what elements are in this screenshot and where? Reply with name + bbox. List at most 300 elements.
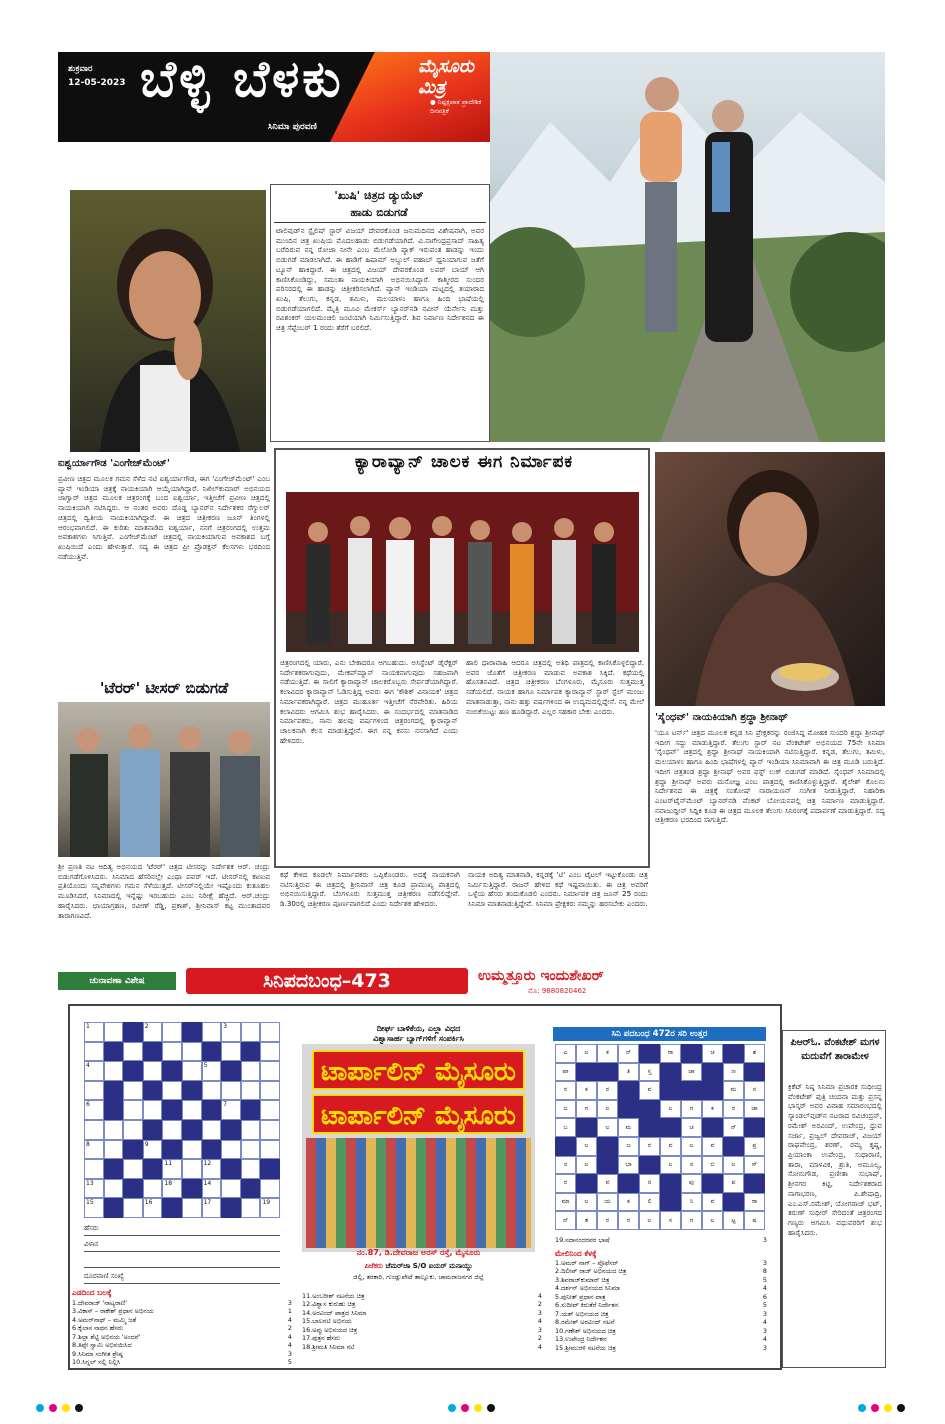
crossword-cell <box>202 1042 222 1062</box>
clue-text: 10.ಸಿಗ್ನಲ್ ನಲ್ಲಿ ನಿಲ್ಲಿಸಿ <box>72 1358 121 1367</box>
answer-cell <box>744 1063 765 1082</box>
crossword-cell[interactable] <box>123 1081 143 1101</box>
crossword-cell[interactable] <box>123 1120 143 1140</box>
crossword-cell <box>123 1179 143 1199</box>
crossword-cell <box>104 1100 124 1120</box>
answer-cell <box>618 1081 639 1100</box>
crossword-cell[interactable] <box>84 1081 104 1101</box>
print-registration-dots-right <box>858 1404 905 1412</box>
clue-length: 3 <box>287 1299 292 1307</box>
crossword-cell[interactable] <box>104 1120 124 1140</box>
crossword-cell[interactable] <box>84 1042 104 1062</box>
khushi-headline-line1: 'ಖುಷಿ' ಚಿತ್ರದ ಡ್ಯುಯೆಟ್ <box>334 189 424 202</box>
crossword-cell[interactable] <box>84 1022 104 1042</box>
answer-cell <box>597 1156 618 1175</box>
clue-length: 5 <box>762 1301 767 1310</box>
clue-row <box>72 1341 292 1349</box>
answer-cell: ಷ <box>744 1211 765 1230</box>
answer-cell: ಲ <box>597 1100 618 1119</box>
answer-cell: ಬಿ <box>702 1156 723 1175</box>
crossword-cell[interactable] <box>84 1140 104 1160</box>
answer-cell: ವ <box>597 1174 618 1193</box>
masthead <box>58 52 490 142</box>
answer-cell: ಜಾ <box>744 1100 765 1119</box>
crossword-cell[interactable] <box>260 1022 280 1042</box>
answer-cell: ಲ <box>660 1100 681 1119</box>
answer-cell: ಕ <box>618 1193 639 1212</box>
answers-title: ಸಿನಿ ಪದಬಂಧ 472ರ ಸರಿ ಉತ್ತರ <box>553 1027 766 1041</box>
answer-cell: ವ <box>702 1193 723 1212</box>
tarpaulin-ad-heading <box>302 1024 535 1044</box>
across-clues-continued <box>302 1292 542 1351</box>
clue-length: 1 <box>287 1307 292 1316</box>
crossword-cell[interactable] <box>241 1140 261 1160</box>
crossword-cell[interactable] <box>84 1100 104 1120</box>
answer-cell: ವ <box>660 1137 681 1156</box>
caravan-body-col1: ಚಿತ್ರರಂಗದಲ್ಲಿ ಯಾರು, ಎನು ಬೇಕಾದರೂ ಆಗಬಹುದು. ಅಸಿಸ್ಟೆಂಟ್ ಡೈರೆಕ್ಟರ್ ನಿರ್ದೇಶಕರಾಗುವುದು, ಮೇಕಪ್‌ಮ್ಯಾನ್ ನಾಯಕನಾಗುವುದು ಸಹಜವಾಗಿ ನಡೆಯುತ್ತಿದೆ. ಈ ಸಾಲಿಗೆ ಕ್ಯಾರಾವ್ಯಾನ್ ಚಾಲಕರೊಬ್ಬರು ಸೇರ್ಪಡೆಯಾಗಿದ್ದಾರೆ. ಕಲಾವಿದರ ಕ್ಯಾರಾವ್ಯಾನ್ ಓಡಿಸುತ್ತಿದ್ದ ಅವರು ಈಗ 'ಕೌಶಿಕ್ ವಿನಾಯಕ' ಚಿತ್ರದ ನಿರ್ಮಾಪಕರಾಗಿದ್ದಾರೆ. ಚಿತ್ರದ ಮುಹೂರ್ತ ಇತ್ತೀಚೆಗೆ ನೆರವೇರಿತು. ಹಿರಿಯ ಕಲಾವಿದರು ಆಗಮಿಸಿ ಶುಭ ಹಾರೈಸಿದರು. ಈ ಸಂದರ್ಭದಲ್ಲಿ ಮಾತನಾಡಿದ ನಿರ್ಮಾಪಕರು, ನಾನು ಹಲವು ವರ್ಷಗಳಿಂದ ಚಿತ್ರರಂಗದಲ್ಲಿ ಕ್ಯಾರಾವ್ಯಾನ್ ಚಾಲಕನಾಗಿ ಕೆಲಸ ಮಾಡುತ್ತಿದ್ದೇನೆ. ಈಗ ನನ್ನ ಕನಸು ನನಸಾಗಿದೆ ಎಂದು ಹೇಳಿದರು. <box>280 658 458 745</box>
answer-cell: ಮ <box>723 1081 744 1100</box>
cell-number: 1 <box>86 1023 90 1030</box>
clue-text: 3.ವಿಕಾಸ್ – ರಾಕೇಶ್ ಪ್ರಧಾನ ಅಭಿನಯ <box>72 1307 154 1316</box>
brand-name: ಮೈಸೂರು ಮಿತ್ರ <box>418 56 474 98</box>
crossword-cell <box>143 1159 163 1179</box>
crossword-cell <box>202 1100 222 1120</box>
crossword-cell <box>241 1042 261 1062</box>
clue-row <box>72 1299 292 1307</box>
answer-cell: ಯ <box>597 1193 618 1212</box>
terror-body: ಶ್ರೀ ಪ್ರಣತಿ ನಟ ಆದಿತ್ಯ ಅಭಿನಯದ 'ಟೆರರ್' ಚಿತ್ರದ ಟೀಸರನ್ನು ನಿರ್ದೇಶಕ ಆರ್. ಚಂದ್ರು ಬಿಡುಗಡೆಗೊಳಿಸಿದರು. ಸಿನಿಮಾದ ಹೆಸರಿನಲ್ಲೇ ಎಂಥಾ ಪವರ್ ಇದೆ. ಟೀಸರ್‌ನಲ್ಲಿ ಕಾಣುವ ಪ್ರತಿಯೊಂದು ಸನ್ನಿವೇಶಗಳು ಗಮನ ಸೆಳೆಯುತ್ತದೆ. ಟೀಸರ್‌ನಲ್ಲಿಯೇ ಇಷ್ಟೊಂದು ಕುತೂಹಲ ಮೂಡಿಸಿದರೆ, ಸಿನಿಮಾದಲ್ಲಿ ಇನ್ನೆಷ್ಟು ಇರಬಹುದು ಎಂಬ ನಿರೀಕ್ಷೆ ಹೆಚ್ಚಿದೆ. ಆರ್.ಚಂದ್ರು ಹಾರೈಸಿದರು. ಛಾಯಾಗ್ರಹಣ, ರವೀಣ್ ರೆಡ್ಡಿ, ಪ್ರಕಾಶ್, ಶ್ರೀನಿವಾಸ್ ಕಟ್ಟ ಮುಂತಾದವರ ತಾರಾಗಣವಿದೆ. <box>58 862 270 920</box>
crossword-cell[interactable] <box>221 1022 241 1042</box>
marriage-headline: ಪಿಆರ್‌ಓ. ವೆಂಕಟೇಶ್ ಮಗಳ ಮದುವೆಗೆ ತಾರಾಮೇಳ <box>790 1037 880 1063</box>
crossword-cell[interactable] <box>182 1061 202 1081</box>
aishwarya-headline: ಐಶ್ವರ್ಯಾಗೌಡ 'ಎಂಗೇಜ್‌ಮೆಂಟ್' <box>58 458 170 469</box>
group-photo-image <box>58 702 270 857</box>
answer-cell <box>639 1044 660 1063</box>
crossword-cell <box>143 1042 163 1062</box>
answer-cell: ಲ <box>660 1156 681 1175</box>
crossword-cell <box>162 1061 182 1081</box>
crossword-cell[interactable] <box>104 1061 124 1081</box>
crossword-cell <box>143 1081 163 1101</box>
answer-cell: ಗ <box>681 1100 702 1119</box>
answer-cell: ಜಾ <box>681 1063 702 1082</box>
cell-number: 15 <box>86 1199 94 1207</box>
tarpaulin-ad-line2: ವಿಶ್ವಾಸಾರ್ಹ ಬ್ಯಾಗ್‌ಗಳಿಗೆ ಸಂಪರ್ಕಿಸಿ <box>373 1034 464 1043</box>
answer-cell: ರಾ <box>660 1044 681 1063</box>
answer-cell: ತಿ <box>618 1063 639 1082</box>
answer-cell: ಲ <box>723 1156 744 1175</box>
clue-length: 2 <box>537 1300 542 1309</box>
answer-cell <box>660 1174 681 1193</box>
crossword-cell[interactable] <box>241 1120 261 1140</box>
address-label: ವಿಳಾಸ <box>84 1240 99 1248</box>
crossword-cell[interactable] <box>182 1140 202 1160</box>
clue-text: 6.ಸುದೀಪ್ ಕಿರುತೆರೆ ನಿರ್ದೇಶನ <box>555 1301 619 1310</box>
answer-cell: ಪಾ <box>555 1063 576 1082</box>
khushi-headline <box>270 188 488 221</box>
name-label: ಹೆಸರು <box>84 1224 99 1232</box>
answer-cell <box>660 1081 681 1100</box>
answer-cell: ನ್ <box>555 1211 576 1230</box>
clue-length: 3 <box>762 1326 767 1335</box>
crossword-cell[interactable] <box>123 1042 143 1062</box>
crossword-cell[interactable] <box>104 1140 124 1160</box>
clue-length: 3 <box>537 1308 542 1317</box>
crossword-cell[interactable] <box>182 1100 202 1120</box>
answer-cell: ಸ್ತ <box>639 1063 660 1082</box>
actress-portrait-image <box>70 190 266 452</box>
answer-cell: ನ <box>681 1156 702 1175</box>
clue-row <box>302 1300 542 1308</box>
khushi-couple-photo <box>490 52 885 442</box>
answer-cell: ತ <box>576 1211 597 1230</box>
terror-teaser-photo <box>58 702 270 857</box>
crossword-cell[interactable] <box>84 1159 104 1179</box>
crossword-cell[interactable] <box>182 1159 202 1179</box>
actress-still-image <box>655 452 885 706</box>
clue-text: 11.ಅಂಬರೀಶ್ ನಟನೆಯ ಚಿತ್ರ <box>302 1292 365 1300</box>
tarpaulin-sign-lower: ಟಾರ್ಪಾಲಿನ್ ಮೈಸೂರು <box>312 1094 525 1134</box>
crossword-cell[interactable] <box>221 1179 241 1199</box>
address-field[interactable] <box>84 1240 280 1252</box>
clue-row <box>555 1267 767 1275</box>
clue-length: 4 <box>762 1284 767 1293</box>
clue-row <box>555 1276 767 1284</box>
crossword-cell[interactable] <box>241 1081 261 1101</box>
answer-cell <box>744 1174 765 1193</box>
clue-row <box>302 1326 542 1334</box>
cell-number: 4 <box>86 1062 90 1070</box>
crossword-cell[interactable] <box>260 1120 280 1140</box>
crossword-cell[interactable] <box>241 1198 261 1218</box>
crossword-cell[interactable] <box>162 1120 182 1140</box>
marriage-body: ಕ್ರಿಕೆಟ್ ನಿಷ್ಠ ಸಿನಿಮಾ ಪ್ರಚಾರಕ ಸುಧೀಂದ್ರ ವೆಂಕಟೇಶ್ ಪುತ್ರಿ ಚಂದನಾ ಮತ್ತು ಪ್ರಸನ್ನ ಭಾಸ್ಕರ್ ಅವರ ವಿವಾಹ ಸಮಾರಂಭದಲ್ಲಿ ಸ್ಯಾಂಡಲ್‌ವುಡ್‌ನ ನಟರಾದ ರವಿಚಂದ್ರನ್, ರಮೇಶ್ ಅರವಿಂದ್, ಉಪೇಂದ್ರ, ಧ್ರುವ ಸರ್ಜಾ, ಪ್ರಜ್ವಲ್ ದೇವರಾಜ್, ವಿಜಯ್ ರಾಘವೇಂದ್ರ, ಶರಣ್, ರಮ್ಯ ಕೃಷ್ಣ, ಪ್ರಿಯಾಂಕಾ ಉಪೇಂದ್ರ, ಸುಧಾರಾಣಿ, ತಾರಾ, ಮಾಳವಿಕ, ಶ್ರುತಿ, ಅಮೂಲ್ಯ, ಸೋನುಗೌಡ, ಪ್ರಣೀತಾ ಸುಭಾಷ್, ಶ್ರೀನಗರ ಕಿಟ್ಟಿ, ನಿರ್ದೇಶಕರಾದ ನಾಗಾಭರಣ, ಪಿ.ಶೇಷಾದ್ರಿ, ಎಂ.ಎಸ್.ರಮೇಶ್, ಯೋಗರಾಜ್ ಭಟ್, ತರುಣ್ ಸುಧೀರ್ ಸೇರಿದಂತೆ ಚಿತ್ರರಂಗದ ಗಣ್ಯರು ಆಗಮಿಸಿ ವಧುವರರಿಗೆ ಶುಭ ಹಾರೈಸಿದರು. <box>788 1082 882 1237</box>
clue-row <box>555 1284 767 1292</box>
crossword-cell[interactable] <box>202 1061 222 1081</box>
clue-row <box>555 1318 767 1326</box>
crossword-cell <box>104 1042 124 1062</box>
tarpaulin-address: ನಂ.87, ಡಿ.ದೇವರಾಜ ಅರಸ್ ರಸ್ತೆ, ಮೈಸೂರು <box>356 1248 481 1257</box>
supplement-title: ಬೆಳ್ಳಿ ಬೆಳಕು <box>140 52 344 108</box>
crossword-cell[interactable] <box>123 1100 143 1120</box>
phone-label: ದೂರವಾಣಿ ಸಂಖ್ಯೆ <box>84 1272 124 1280</box>
crossword-cell[interactable] <box>162 1179 182 1199</box>
issue-date: 12-05-2023 <box>68 78 126 88</box>
crossword-cell[interactable] <box>123 1159 143 1179</box>
crossword-cell[interactable] <box>143 1022 163 1042</box>
clue-row <box>302 1292 542 1300</box>
crossword-cell[interactable] <box>182 1042 202 1062</box>
crossword-cell[interactable] <box>202 1120 222 1140</box>
answer-cell: ನ <box>639 1174 660 1193</box>
shraddha-body: 'ಯೂ ಟರ್ನ್' ಚಿತ್ರದ ಮೂಲಕ ಕನ್ನಡ ಸಿನಿ ಪ್ರೇಕ್ಷಕರನ್ನು ರಂಜಿಸಿದ್ದ ಮೋಹಕ ಸುಂದರಿ ಶ್ರದ್ಧಾ ಶ್ರೀನಾಥ್ ಇದೀಗ ಸದ್ದು ಮಾಡುತ್ತಿದ್ದಾರೆ. ತೆಲುಗು ಸ್ಟಾರ್ ನಟ ವೆಂಕಟೇಶ್ ಅಭಿನಯದ 75ನೇ ಸಿನಿಮಾ 'ಸೈಂಧವ್' ಚಿತ್ರದಲ್ಲಿ ಶ್ರದ್ಧಾ ಶ್ರೀನಾಥ್ ನಾಯಕಿಯಾಗಿ ನಟಿಸುತ್ತಿದ್ದಾರೆ. ಕನ್ನಡ, ತೆಲುಗು, ತಮಿಳು, ಮಲಯಾಳಂ ಹಾಗೂ ಹಿಂದಿ ಭಾಷೆಗಳಲ್ಲಿ ಪ್ಯಾನ್ ಇಂಡಿಯಾ ಸಿನಿಮಾವಾಗಿ ಈ ಚಿತ್ರ ಮೂಡಿ ಬರುತ್ತಿದೆ. ಇದೀಗ ಚಿತ್ರತಂಡ ಶ್ರದ್ಧಾ ಶ್ರೀನಾಥ್ ಅವರ ಫಸ್ಟ್ ಲುಕ್ ಬಿಡುಗಡೆ ಮಾಡಿದೆ. ಸೈಂಧವ್ ಸಿನಿಮಾದಲ್ಲಿ ಶ್ರದ್ಧಾ ಶ್ರೀನಾಥ್ ಅವರು ಮನೋಜ್ಞ ಎಂಬ ಪಾತ್ರದಲ್ಲಿ ಕಾಣಿಸಿಕೊಳ್ಳುತ್ತಿದ್ದಾರೆ. ಶೈಲೇಶ್ ಕೊಲನು ನಿರ್ದೇಶನದ ಈ ಚಿತ್ರಕ್ಕೆ ಸಂತೋಷ್ ನಾರಾಯಣನ್ ಸಂಗೀತ ನೀಡುತ್ತಿದ್ದಾರೆ. ನಿಹಾರಿಕಾ ಎಂಟರ್‌ಟೈನ್‌ಮೆಂಟ್ ಬ್ಯಾನರ್‌ನಡಿ ವೆಂಕಟ್ ಬೋಯನಪಲ್ಲಿ ಚಿತ್ರ ನಿರ್ಮಾಣ ಮಾಡುತ್ತಿದ್ದಾರೆ. ನವಾಜುದ್ದೀನ್ ಸಿದ್ದಿಕಿ ಕೂಡ ಈ ಚಿತ್ರದ ಮೂಲಕ ತೆಲುಗು ಸಿನಿರಂಗಕ್ಕೆ ಪದಾರ್ಪಣೆ ಮಾಡುತ್ತಿದ್ದಾರೆ. ಸದ್ಯ ಚಿತ್ರೀಕರಣ ಭರದಿಂದ ಸಾಗುತ್ತಿದೆ. <box>655 728 885 825</box>
print-registration-dots-left <box>36 1404 83 1412</box>
clue-length: 5 <box>762 1275 767 1284</box>
answer-cell: ರ <box>555 1174 576 1193</box>
answer-cell <box>639 1156 660 1175</box>
answer-cell: ಣ <box>723 1063 744 1082</box>
answer-cell <box>702 1081 723 1100</box>
answer-cell: ಎ <box>555 1044 576 1063</box>
crossword-cell[interactable] <box>162 1081 182 1101</box>
crossword-cell[interactable] <box>241 1022 261 1042</box>
cell-number: 2 <box>144 1023 149 1030</box>
answers-grid <box>555 1044 765 1230</box>
answer-cell <box>639 1100 660 1119</box>
cell-number: 16 <box>144 1199 153 1207</box>
crossword-cell[interactable] <box>202 1159 222 1179</box>
clue-text: 10.ಗಣೇಶ್ ಅಭಿನಯದ ಚಿತ್ರ <box>555 1326 616 1335</box>
answer-cell: ಪು <box>681 1174 702 1193</box>
crossword-cell[interactable] <box>143 1140 163 1160</box>
answer-cell <box>681 1044 702 1063</box>
clue-text: 9.ಸಿನಿಮಾ ಸಂಗೀತ ಶ್ರೇಷ್ಠ <box>72 1349 123 1358</box>
bags-display-image <box>306 1138 531 1248</box>
clue-length: 4 <box>537 1317 542 1326</box>
answer-cell <box>702 1063 723 1082</box>
answer-cell <box>597 1137 618 1156</box>
crossword-cell[interactable] <box>84 1061 104 1081</box>
crossword-cell[interactable] <box>162 1022 182 1042</box>
crossword-cell <box>162 1198 182 1218</box>
crossword-cell[interactable] <box>162 1159 182 1179</box>
answer-cell: ಜ <box>555 1100 576 1119</box>
crossword-cell[interactable] <box>84 1198 104 1218</box>
shraddha-srinath-photo <box>655 452 885 706</box>
print-registration-dots-center <box>448 1404 495 1412</box>
answer-cell: ಲ <box>576 1044 597 1063</box>
tarpaulin-sign-upper: ಟಾರ್ಪಾಲಿನ್ ಮೈಸೂರು <box>312 1050 525 1090</box>
crossword-cell[interactable] <box>260 1081 280 1101</box>
answer-cell: ಶ <box>744 1044 765 1063</box>
crossword-cell[interactable] <box>123 1198 143 1218</box>
crossword-cell <box>182 1022 202 1042</box>
crossword-banner <box>58 968 886 994</box>
answer-cell: ರ <box>639 1137 660 1156</box>
answer-cell <box>618 1100 639 1119</box>
clue-length: 3 <box>762 1343 767 1352</box>
clue-length: 3 <box>287 1349 292 1358</box>
answer-cell <box>723 1137 744 1156</box>
crossword-cell[interactable] <box>143 1061 163 1081</box>
crossword-cell[interactable] <box>84 1179 104 1199</box>
across-clues <box>72 1299 292 1367</box>
crossword-cell[interactable] <box>221 1140 241 1160</box>
answer-cell: ನ <box>555 1156 576 1175</box>
crossword-cell[interactable] <box>241 1061 261 1081</box>
answer-cell: ಕ <box>597 1044 618 1063</box>
crossword-cell[interactable] <box>260 1100 280 1120</box>
tarpaulin-ad-line1: ದೀರ್ಘ ಬಾಳಿಕೆಯ, ಎಲ್ಲಾ ವಿಧದ <box>376 1024 461 1033</box>
answer-cell: ಮ <box>618 1118 639 1137</box>
name-field[interactable] <box>84 1224 280 1236</box>
crossword-cell[interactable] <box>143 1198 163 1218</box>
answer-cell: ಲಿ <box>639 1193 660 1212</box>
answer-cell: ಕ <box>576 1081 597 1100</box>
answer-cell <box>723 1193 744 1212</box>
answer-cell: ನ <box>744 1081 765 1100</box>
crossword-cell <box>123 1061 143 1081</box>
crossword-cell[interactable] <box>260 1140 280 1160</box>
clue-length: 4 <box>287 1332 292 1341</box>
crossword-cell[interactable] <box>202 1198 222 1218</box>
answer-cell: ಕ <box>702 1100 723 1119</box>
clue-text: 5.ಪುನೀತ್ ಪ್ರಧಾನ ಪಾತ್ರ <box>555 1292 606 1301</box>
answer-cell <box>555 1137 576 1156</box>
crossword-cell[interactable] <box>241 1159 261 1179</box>
crossword-cell[interactable] <box>104 1022 124 1042</box>
cell-number: 6 <box>86 1101 90 1109</box>
clue-text: 2.ದಿಲೀಪ್ ರಾಜ್ ಅಭಿನಯದ ಚಿತ್ರ <box>555 1267 627 1276</box>
cell-number: 3 <box>223 1023 228 1030</box>
answer-cell: ಚ <box>702 1044 723 1063</box>
answer-cell: ಲ <box>597 1118 618 1137</box>
cell-number: 9 <box>144 1140 149 1148</box>
clue-row <box>72 1350 292 1358</box>
answer-cell: ಸ <box>660 1211 681 1230</box>
cell-number: 7 <box>223 1101 228 1109</box>
cell-number: 17 <box>203 1199 212 1207</box>
crossword-cell <box>104 1159 124 1179</box>
caravan-headline: ಕ್ಯಾರಾವ್ಯಾನ್ ಚಾಲಕ ಈಗ ನಿರ್ಮಾಪಕ <box>354 452 574 472</box>
clue-row <box>72 1316 292 1324</box>
clue-row <box>72 1324 292 1332</box>
crossword-cell <box>221 1061 241 1081</box>
clue-row <box>555 1301 767 1309</box>
crossword-cell[interactable] <box>202 1022 222 1042</box>
crossword-cell[interactable] <box>260 1061 280 1081</box>
answer-cell: ನ್ <box>723 1118 744 1137</box>
clue-length: 4 <box>287 1341 292 1350</box>
answer-cell: ರ <box>597 1081 618 1100</box>
answers-top-clue-text: 19.ಸದಾನಂದರವರ ಭಾಷೆ <box>555 1236 610 1244</box>
clue-text: 8.ರಮೇಶ್ ಅರವಿಂದ್ ನಟನೆ <box>555 1318 615 1327</box>
answer-cell <box>660 1118 681 1137</box>
clue-row <box>302 1334 542 1342</box>
clue-length: 8 <box>762 1267 767 1276</box>
clue-length: 4 <box>537 1342 542 1351</box>
cell-number: 18 <box>164 1179 173 1187</box>
crossword-cell[interactable] <box>143 1100 163 1120</box>
crossword-cell[interactable] <box>162 1042 182 1062</box>
clue-row <box>555 1310 767 1318</box>
crossword-cell <box>202 1140 222 1160</box>
clue-length: 3 <box>762 1259 767 1267</box>
crossword-cell[interactable] <box>260 1179 280 1199</box>
answer-cell: ಬ <box>555 1118 576 1137</box>
crossword-cell <box>104 1198 124 1218</box>
answer-cell: ಲ <box>576 1137 597 1156</box>
answer-cell <box>618 1174 639 1193</box>
clue-text: 6.ಕೈಲಾಸ ನಾಥನ ಹೆಸರು <box>72 1324 124 1333</box>
answer-cell: ಮಾ <box>555 1193 576 1212</box>
election-special-tag: ಚುನಾವಣಾ ವಿಶೇಷ <box>58 972 176 990</box>
issue-day: ಶುಕ್ರವಾರ <box>68 64 93 74</box>
clue-length: 2 <box>537 1334 542 1343</box>
cell-number: 19 <box>262 1199 271 1207</box>
clue-text: 1.ದೇವರಾಜ್ 'ನಾಟ್ಯರಾಣಿ' <box>72 1299 127 1307</box>
answer-cell: ರ <box>723 1100 744 1119</box>
answer-cell: ಗ <box>576 1100 597 1119</box>
clue-text: 16.ಅಪ್ಪು ಅಭಿನಯದ ಚಿತ್ರ <box>302 1325 358 1334</box>
answer-cell <box>639 1118 660 1137</box>
down-heading: ಮೇಲಿನಿಂದ ಕೆಳಕ್ಕೆ <box>555 1249 597 1258</box>
answer-cell: ವ <box>639 1081 660 1100</box>
clue-row <box>555 1327 767 1335</box>
clue-row <box>555 1293 767 1301</box>
crossword-cell <box>162 1100 182 1120</box>
clue-row <box>302 1343 542 1351</box>
crossword-cell <box>221 1198 241 1218</box>
crossword-cell <box>182 1179 202 1199</box>
crossword-cell <box>221 1120 241 1140</box>
answer-cell: ಬಾ <box>618 1156 639 1175</box>
crossword-cell[interactable] <box>221 1100 241 1120</box>
answer-cell: ರ <box>597 1211 618 1230</box>
clue-text: 7.ಯಶ್ ಅಭಿನಯದ ಚಿತ್ರ <box>555 1309 609 1318</box>
crossword-cell[interactable] <box>260 1042 280 1062</box>
shraddha-headline: 'ಸೈಂಧವ್' ನಾಯಕಿಯಾಗಿ ಶ್ರದ್ಧಾ ಶ್ರೀನಾಥ್ <box>655 712 788 723</box>
clue-row <box>555 1259 767 1267</box>
clue-length: 3 <box>537 1325 542 1334</box>
crossword-cell[interactable] <box>260 1198 280 1218</box>
answer-cell: ವ <box>702 1137 723 1156</box>
crossword-cell[interactable] <box>202 1081 222 1101</box>
crossword-cell[interactable] <box>84 1120 104 1140</box>
address-field-line2[interactable] <box>84 1256 280 1268</box>
cell-number: 11 <box>164 1160 173 1168</box>
clue-length: 6 <box>762 1292 767 1301</box>
across-heading: ಎಡದಿಂದ ಬಲಕ್ಕೆ <box>72 1288 112 1297</box>
crossword-cell[interactable] <box>202 1179 222 1199</box>
clue-text: 7.ಶಿಲ್ಪಾ ಶೆಟ್ಟಿ ಅಭಿನಯ 'ಅಂದನೆ' <box>72 1332 141 1341</box>
crossword-grid <box>84 1022 280 1218</box>
clue-length: 4 <box>762 1318 767 1327</box>
clue-text: 3.ಶಿವರಾಜ್‌ಕುಮಾರ್ ಚಿತ್ರ <box>555 1275 610 1284</box>
clue-row <box>72 1358 292 1366</box>
answer-cell <box>576 1118 597 1137</box>
phone-field[interactable] <box>84 1272 280 1284</box>
answer-cell: ರ <box>555 1081 576 1100</box>
clue-text: 4.ದರ್ಶನ್ ಅಭಿನಯದ ಸಿನಿಮಾ <box>555 1284 621 1293</box>
answer-cell: ನಿ <box>681 1193 702 1212</box>
answer-cell: ನ್ <box>618 1044 639 1063</box>
cell-number: 13 <box>86 1179 94 1187</box>
clue-row <box>302 1309 542 1317</box>
clue-text: 13.ಉಪೇಂದ್ರ ನಿರ್ದೇಶನ <box>555 1335 607 1344</box>
clue-text: 15.ಶ್ರೀಮುರಳಿ ನಟನೆಯ ಚಿತ್ರ <box>555 1343 616 1352</box>
brand-tagline: ● ನಿಷ್ಪಕ್ಷಪಾತ ಪ್ರಾದೇಶಿಕ ದಿನಪತ್ರಿಕೆ <box>430 98 482 115</box>
aishwarya-gowda-photo <box>70 190 266 452</box>
answer-cell <box>597 1063 618 1082</box>
answer-cell: ಪ <box>723 1174 744 1193</box>
divider <box>274 222 486 223</box>
clue-row <box>72 1333 292 1341</box>
tarpaulin-branch <box>302 1262 535 1271</box>
crossword-cell <box>182 1081 202 1101</box>
crossword-cell[interactable] <box>182 1198 202 1218</box>
crossword-cell <box>162 1140 182 1160</box>
clue-length: 4 <box>287 1315 292 1324</box>
cell-number: 8 <box>86 1140 90 1148</box>
answer-cell <box>576 1063 597 1082</box>
tarpaulin-branch-label: ಪಿಜೆಕರು <box>364 1262 383 1270</box>
crossword-cell[interactable] <box>221 1081 241 1101</box>
crossword-cell[interactable] <box>221 1042 241 1062</box>
crossword-cell[interactable] <box>143 1179 163 1199</box>
crossword-cell[interactable] <box>104 1179 124 1199</box>
answer-cell <box>702 1174 723 1193</box>
